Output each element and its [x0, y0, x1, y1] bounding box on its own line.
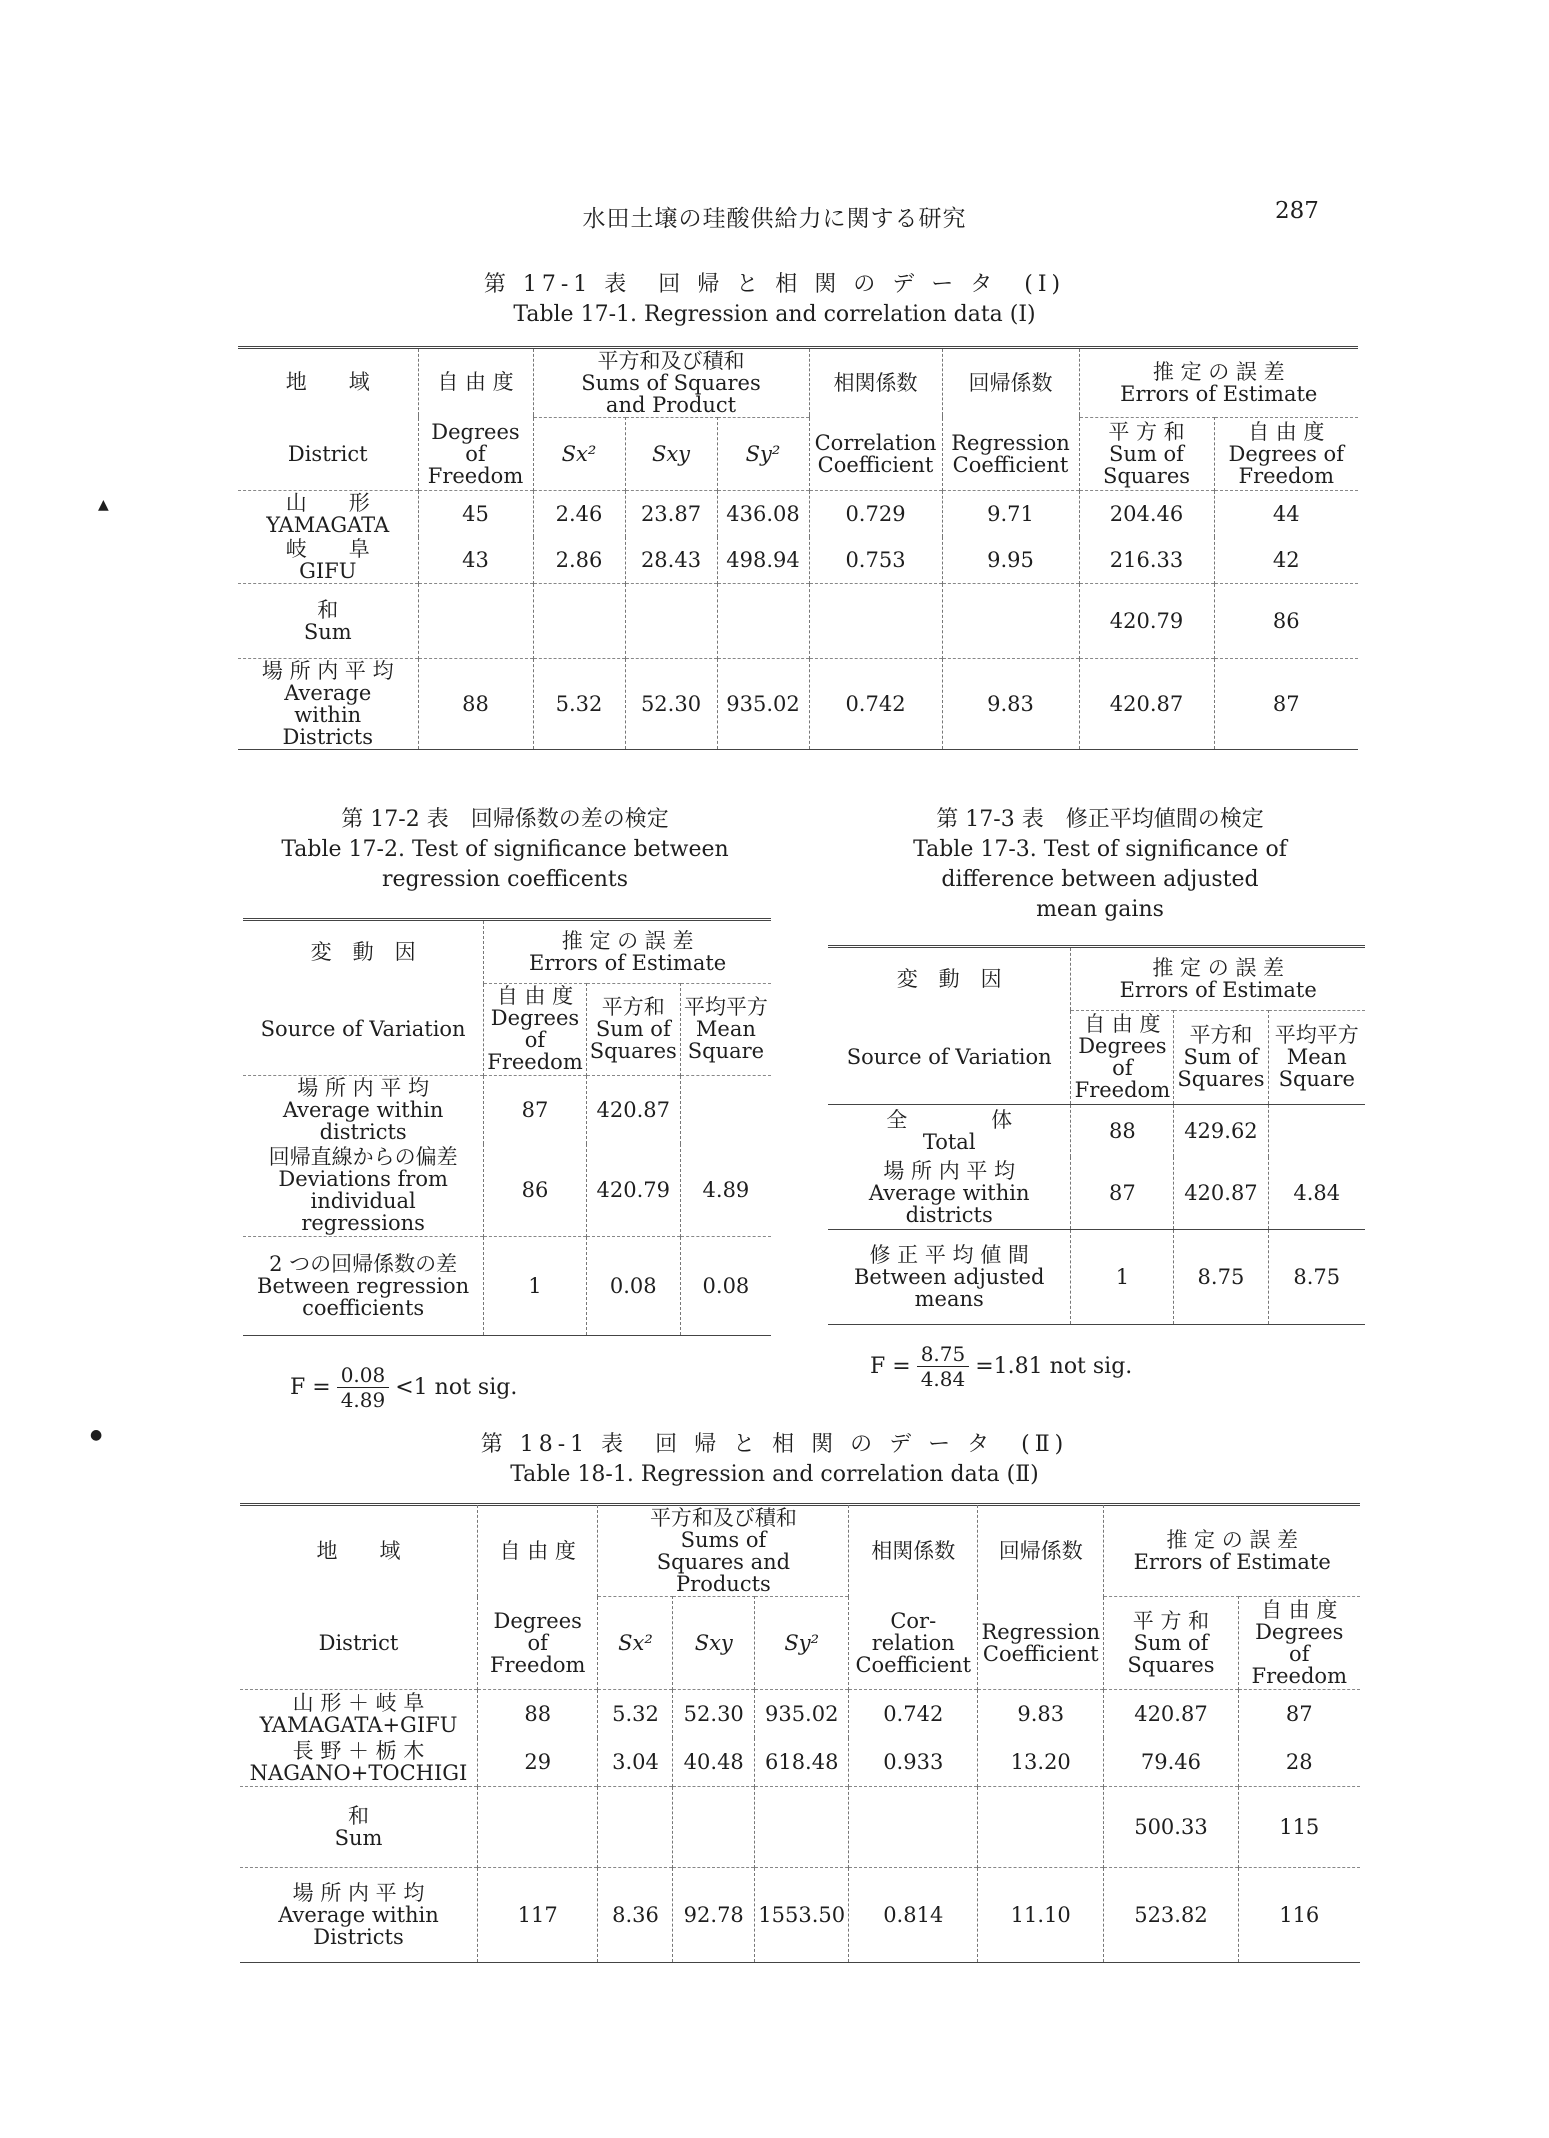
- hdr-sums-jp: 平方和及び積和: [597, 349, 745, 373]
- cell: 0.08: [586, 1237, 680, 1336]
- hdr-err-en: Errors of Estimate: [1133, 1550, 1331, 1574]
- cell: 2.86: [533, 537, 625, 584]
- cell: 436.08: [717, 490, 809, 537]
- hdr-ms: [1268, 1010, 1365, 1105]
- cell: 11.10: [978, 1867, 1104, 1962]
- cell: 216.33: [1079, 537, 1214, 584]
- row-label-jp: 長 野 ＋ 栃 木: [292, 1738, 425, 1763]
- page-number: 287: [1275, 198, 1319, 224]
- row-label: [243, 1237, 484, 1336]
- hdr-ms-en: Mean Square: [1278, 1045, 1355, 1092]
- row-label-en: Average within districts: [282, 1098, 444, 1144]
- hdr-sums-jp: 平方和及び積和: [649, 1506, 797, 1530]
- formula-fraction: [917, 1342, 970, 1391]
- row-label-en: Deviations from individual regressions: [278, 1167, 448, 1235]
- caption-jp: 第 17-1 表 回 帰 と 相 関 の デ ー タ (Ⅰ): [483, 272, 1066, 297]
- row-label-jp: 岐 阜: [285, 536, 370, 561]
- hdr-err: [1079, 348, 1358, 418]
- hdr-ss-en: Sum of Squares: [1177, 1045, 1265, 1092]
- hdr-ss: [586, 983, 680, 1076]
- row-label-jp: 和: [317, 597, 339, 622]
- hdr-src-en: Source of Variation: [243, 983, 484, 1076]
- hdr-err-en: Errors of Estimate: [1120, 382, 1318, 406]
- cell: 117: [477, 1867, 597, 1962]
- margin-mark: ▲: [98, 497, 109, 513]
- cell: 45: [418, 490, 533, 537]
- hdr-corr-jp: 相関係数: [849, 1505, 978, 1597]
- hdr-reg-jp: 回帰係数: [978, 1505, 1104, 1597]
- numerator: 8.75: [917, 1342, 970, 1367]
- row-label: [243, 1144, 484, 1237]
- hdr-sy2: Sy²: [717, 418, 809, 491]
- hdr-ss-jp: 平方和: [601, 995, 665, 1020]
- row-label-en: YAMAGATA+GIFU: [259, 1712, 458, 1737]
- caption-en: regression coefficents: [381, 867, 629, 892]
- hdr-df-en: Degrees of Freedom: [487, 1006, 583, 1075]
- hdr-ms: [680, 983, 771, 1076]
- cell: 420.87: [1174, 1157, 1268, 1230]
- cell: 86: [484, 1144, 586, 1237]
- hdr-reg-jp: 回帰係数: [942, 348, 1079, 418]
- cell: 23.87: [625, 490, 717, 537]
- cell: 5.32: [598, 1689, 673, 1738]
- row-label: [240, 1786, 477, 1867]
- formula-result: =1.81 not sig.: [975, 1354, 1133, 1379]
- cell: 1: [484, 1237, 586, 1336]
- table-row: [240, 1738, 1360, 1787]
- hdr-err-ss-jp: 平 方 和: [1108, 419, 1185, 444]
- row-label-jp: 山 形 ＋ 岐 阜: [292, 1690, 425, 1715]
- hdr-df-jp: 自 由 度: [1084, 1012, 1161, 1037]
- table-row: [238, 583, 1358, 658]
- hdr-district-jp: 地 域: [240, 1505, 477, 1597]
- row-label-jp: 回帰直線からの偏差: [268, 1145, 458, 1169]
- cell: 1553.50: [755, 1867, 849, 1962]
- hdr-sums: [598, 1505, 849, 1597]
- cell: 420.79: [586, 1144, 680, 1237]
- cell: 52.30: [625, 658, 717, 749]
- cell: 29: [477, 1738, 597, 1787]
- hdr-df-jp: 自 由 度: [418, 348, 533, 416]
- formula-17-2: [290, 1363, 517, 1412]
- formula-f: F =: [290, 1375, 331, 1400]
- hdr-district-en: District: [240, 1597, 477, 1690]
- cell: 935.02: [717, 658, 809, 749]
- row-label-jp: 修 正 平 均 値 間: [869, 1243, 1029, 1267]
- hdr-corr-jp: 相関係数: [809, 348, 942, 418]
- cell: 0.753: [809, 537, 942, 584]
- row-label-jp: 山 形: [285, 490, 370, 515]
- row-label-en: Total: [922, 1130, 976, 1154]
- cell: 0.742: [809, 658, 942, 749]
- cell: 618.48: [755, 1738, 849, 1787]
- hdr-err-jp: 推 定 の 誤 差: [1152, 360, 1285, 384]
- hdr-ss-jp: 平方和: [1189, 1023, 1253, 1048]
- cell: 420.87: [1104, 1689, 1238, 1738]
- row-label-en: GIFU: [299, 558, 357, 583]
- row-label-jp: 2 つの回帰係数の差: [269, 1252, 458, 1276]
- formula-f: F =: [870, 1354, 911, 1379]
- row-label: [238, 658, 418, 749]
- formula-17-3: [870, 1342, 1132, 1391]
- hdr-district-jp: 地 域: [238, 348, 418, 416]
- row-label: [238, 537, 418, 584]
- cell: 420.87: [1079, 658, 1214, 749]
- cell: 79.46: [1104, 1738, 1238, 1787]
- cell: 204.46: [1079, 490, 1214, 537]
- denominator: 4.89: [340, 1388, 386, 1412]
- row-label: [240, 1689, 477, 1738]
- hdr-sums: [533, 348, 809, 418]
- cell: 9.95: [942, 537, 1079, 584]
- hdr-district-en: District: [238, 418, 418, 491]
- cell: 115: [1279, 1814, 1320, 1839]
- hdr-df-en: Degrees of Freedom: [477, 1597, 597, 1690]
- row-label: [238, 583, 418, 658]
- row-label-en: Between regression coefficients: [257, 1274, 470, 1320]
- running-title: 水田土壌の珪酸供給力に関する研究: [582, 206, 967, 232]
- cell: 500.33: [1104, 1786, 1238, 1867]
- table-17-3-caption: [830, 805, 1370, 925]
- hdr-src-jp: 変 動 因: [828, 947, 1071, 1011]
- cell: 86: [1272, 608, 1300, 633]
- hdr-df: [1071, 1010, 1174, 1105]
- hdr-df-jp: 自 由 度: [477, 1505, 597, 1597]
- cell: 9.83: [978, 1689, 1104, 1738]
- table-row: [240, 1867, 1360, 1962]
- cell: 87: [1285, 1701, 1313, 1726]
- denominator: 4.84: [920, 1367, 966, 1391]
- row-label-en: Average within Districts: [282, 680, 373, 749]
- table-row: [238, 658, 1358, 749]
- caption-en: mean gains: [1036, 897, 1164, 922]
- hdr-ms-jp: 平均平方: [683, 995, 768, 1020]
- row-label-jp: 場 所 内 平 均: [883, 1159, 1016, 1183]
- cell: 4.84: [1293, 1181, 1341, 1205]
- row-label-jp: 場 所 内 平 均: [261, 658, 394, 683]
- table-row: [238, 537, 1358, 584]
- cell: 13.20: [978, 1738, 1104, 1787]
- hdr-err: [1071, 947, 1365, 1011]
- row-label-jp: 場 所 内 平 均: [297, 1076, 429, 1100]
- hdr-err-jp: 推 定 の 誤 差: [1166, 1528, 1299, 1552]
- table-17-1-caption: [0, 270, 1549, 330]
- caption-en: Table 17-1. Regression and correlation data (Ⅰ): [513, 302, 1036, 327]
- hdr-err-df-jp: 自 由 度: [1248, 419, 1325, 444]
- hdr-ms-en: Mean Square: [687, 1017, 765, 1064]
- row-label: [828, 1105, 1071, 1158]
- cell: 1: [1071, 1230, 1174, 1325]
- hdr-reg-en: Regression Coefficient: [942, 418, 1079, 491]
- hdr-sums-en: Sums of Squares and Product: [581, 371, 761, 417]
- row-label: [243, 1076, 484, 1145]
- cell: 87: [1272, 691, 1300, 716]
- table-row: [240, 1786, 1360, 1867]
- row-label: [240, 1867, 477, 1962]
- hdr-sx2: Sx²: [598, 1597, 673, 1690]
- cell: 0.08: [702, 1274, 750, 1298]
- hdr-err-ss-jp: 平 方 和: [1132, 1608, 1210, 1633]
- hdr-err-df: [1214, 418, 1358, 491]
- cell: 8.75: [1174, 1230, 1268, 1325]
- cell: 0.742: [849, 1689, 978, 1738]
- cell: 9.71: [942, 490, 1079, 537]
- table-18-1: [240, 1503, 1360, 1963]
- table-row: [243, 1076, 771, 1145]
- hdr-df-en: Degrees of Freedom: [1074, 1034, 1171, 1103]
- row-label-en: Average within Districts: [278, 1902, 439, 1949]
- hdr-err-df: [1238, 1597, 1360, 1690]
- caption-jp: 第 17-3 表 修正平均値間の検定: [936, 807, 1264, 832]
- cell: 88: [477, 1689, 597, 1738]
- caption-en: Table 17-2. Test of significance between: [281, 837, 729, 862]
- cell: 3.04: [598, 1738, 673, 1787]
- hdr-sums-en: Sums of Squares and Products: [656, 1528, 791, 1596]
- hdr-err: [1104, 1505, 1360, 1597]
- cell: 28: [1285, 1749, 1313, 1774]
- cell: 43: [418, 537, 533, 584]
- hdr-corr-en: Cor- relation Coefficient: [849, 1597, 978, 1690]
- table-row: [238, 490, 1358, 537]
- cell: 523.82: [1104, 1867, 1238, 1962]
- cell: 4.89: [702, 1178, 750, 1202]
- cell: 44: [1272, 501, 1300, 526]
- row-label-jp: 和: [347, 1803, 369, 1828]
- cell: 87: [484, 1076, 586, 1145]
- hdr-ms-jp: 平均平方: [1274, 1023, 1359, 1048]
- row-label: [828, 1157, 1071, 1230]
- cell: 116: [1279, 1902, 1320, 1927]
- hdr-reg-en: Regression Coefficient: [978, 1597, 1104, 1690]
- cell: 935.02: [755, 1689, 849, 1738]
- cell: 8.36: [598, 1867, 673, 1962]
- row-label: [238, 490, 418, 537]
- cell: 5.32: [533, 658, 625, 749]
- row-label-jp: 全 体: [886, 1108, 1013, 1132]
- cell: 420.79: [1079, 583, 1214, 658]
- formula-result: <1 not sig.: [395, 1375, 518, 1400]
- table-18-1-caption: [0, 1430, 1549, 1490]
- table-row: [828, 1157, 1365, 1230]
- row-label-en: Sum: [334, 1825, 383, 1850]
- cell: 9.83: [942, 658, 1079, 749]
- hdr-df-en: Degrees of Freedom: [418, 418, 533, 491]
- table-17-1: [238, 346, 1358, 750]
- row-label: [240, 1738, 477, 1787]
- row-label-en: Average within districts: [868, 1181, 1030, 1227]
- table-17-3: [828, 945, 1365, 1325]
- row-label-en: Between adjusted means: [853, 1265, 1045, 1311]
- cell: 88: [1071, 1105, 1174, 1158]
- margin-mark: ●: [90, 1427, 103, 1443]
- cell: 52.30: [673, 1689, 755, 1738]
- caption-en: difference between adjusted: [941, 867, 1259, 892]
- hdr-df: [484, 983, 586, 1076]
- hdr-err-df-jp: 自 由 度: [1261, 1597, 1338, 1622]
- row-label: [828, 1230, 1071, 1325]
- hdr-sy2: Sy²: [755, 1597, 849, 1690]
- cell: 0.729: [809, 490, 942, 537]
- cell: 92.78: [673, 1867, 755, 1962]
- hdr-src-en: Source of Variation: [828, 1010, 1071, 1105]
- table-17-2-caption: [240, 805, 770, 895]
- row-label-en: YAMAGATA: [266, 512, 390, 537]
- hdr-sxy: Sxy: [625, 418, 717, 491]
- caption-en: Table 18-1. Regression and correlation data (Ⅱ): [510, 1462, 1039, 1487]
- table-row: [828, 1230, 1365, 1325]
- hdr-err-jp: 推 定 の 誤 差: [1152, 956, 1285, 980]
- caption-jp: 第 17-2 表 回帰係数の差の検定: [341, 807, 669, 832]
- hdr-err-en: Errors of Estimate: [529, 950, 727, 975]
- hdr-err-jp: 推 定 の 誤 差: [561, 928, 694, 953]
- cell: 88: [418, 658, 533, 749]
- hdr-sxy: Sxy: [673, 1597, 755, 1690]
- cell: 0.933: [849, 1738, 978, 1787]
- cell: 8.75: [1293, 1265, 1341, 1289]
- cell: 498.94: [717, 537, 809, 584]
- cell: 429.62: [1174, 1105, 1268, 1158]
- hdr-src-jp: 変 動 因: [243, 920, 484, 984]
- cell: 42: [1272, 547, 1300, 572]
- hdr-corr-en: Correlation Coefficient: [809, 418, 942, 491]
- hdr-err-ss: [1104, 1597, 1238, 1690]
- table-row: [240, 1689, 1360, 1738]
- hdr-err: [484, 920, 771, 984]
- cell: 87: [1071, 1157, 1174, 1230]
- row-label-jp: 場 所 内 平 均: [292, 1880, 425, 1905]
- caption-jp: 第 18-1 表 回 帰 と 相 関 の デ ー タ (Ⅱ): [480, 1432, 1069, 1457]
- caption-en: Table 17-3. Test of significance of: [913, 837, 1287, 862]
- table-row: [243, 1144, 771, 1237]
- numerator: 0.08: [337, 1363, 390, 1388]
- table-17-2: [243, 918, 771, 1336]
- hdr-sx2: Sx²: [533, 418, 625, 491]
- hdr-err-ss-en: Sum of Squares: [1127, 1630, 1215, 1677]
- hdr-ss-en: Sum of Squares: [589, 1017, 677, 1064]
- cell: 40.48: [673, 1738, 755, 1787]
- hdr-err-en: Errors of Estimate: [1119, 978, 1317, 1002]
- hdr-err-ss: [1079, 418, 1214, 491]
- table-row: [828, 1105, 1365, 1158]
- row-label-en: Sum: [303, 619, 352, 644]
- hdr-err-df-en: Degrees of Freedom: [1228, 441, 1344, 488]
- hdr-df-jp: 自 由 度: [496, 984, 574, 1009]
- cell: 420.87: [586, 1076, 680, 1145]
- hdr-err-df-en: Degrees of Freedom: [1251, 1619, 1347, 1688]
- cell: 2.46: [533, 490, 625, 537]
- cell: 28.43: [625, 537, 717, 584]
- hdr-err-ss-en: Sum of Squares: [1102, 441, 1191, 488]
- table-row: [243, 1237, 771, 1336]
- row-label-en: NAGANO+TOCHIGI: [249, 1760, 468, 1785]
- formula-fraction: [337, 1363, 390, 1412]
- hdr-ss: [1174, 1010, 1268, 1105]
- cell: 0.814: [849, 1867, 978, 1962]
